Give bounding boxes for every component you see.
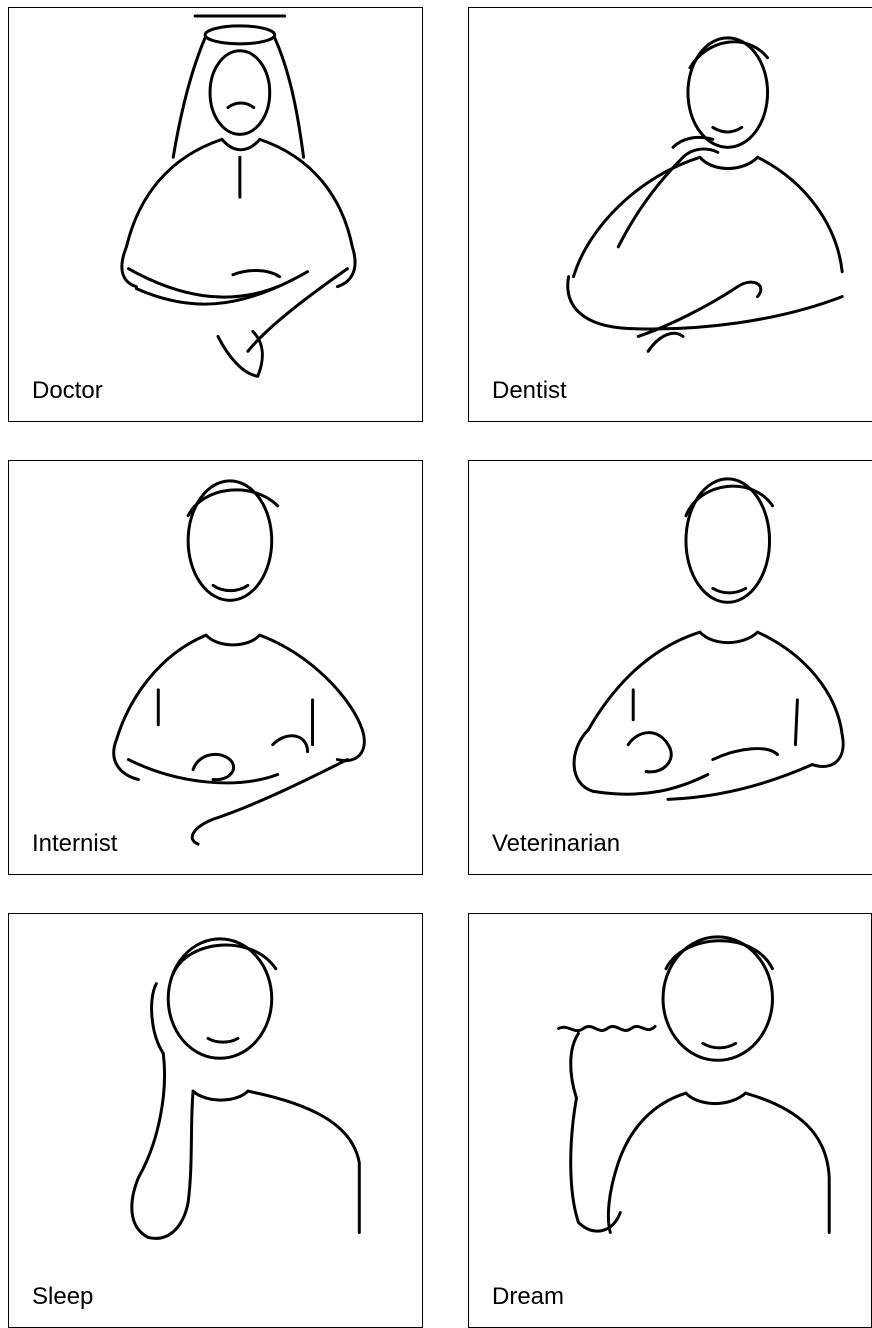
- sign-card-dentist: [468, 7, 872, 422]
- sign-label: Dream: [492, 1283, 565, 1310]
- sign-label: Sleep: [32, 1283, 94, 1310]
- dentist-sign-illustration: [469, 8, 872, 421]
- sign-label: Doctor: [32, 377, 103, 404]
- sign-card-doctor: [8, 7, 423, 422]
- sign-label: Internist: [32, 830, 118, 857]
- sleep-sign-illustration: [9, 914, 422, 1327]
- doctor-sign-illustration: [9, 8, 422, 421]
- sign-card-dream: [468, 913, 872, 1328]
- sign-card-sleep: [8, 913, 423, 1328]
- sign-label: Dentist: [492, 377, 567, 404]
- dream-sign-illustration: [469, 914, 871, 1327]
- sign-label: Veterinarian: [492, 830, 621, 857]
- internist-sign-illustration: [9, 461, 422, 874]
- sign-card-internist: [8, 460, 423, 875]
- veterinarian-sign-illustration: [469, 461, 872, 874]
- sign-card-veterinarian: [468, 460, 872, 875]
